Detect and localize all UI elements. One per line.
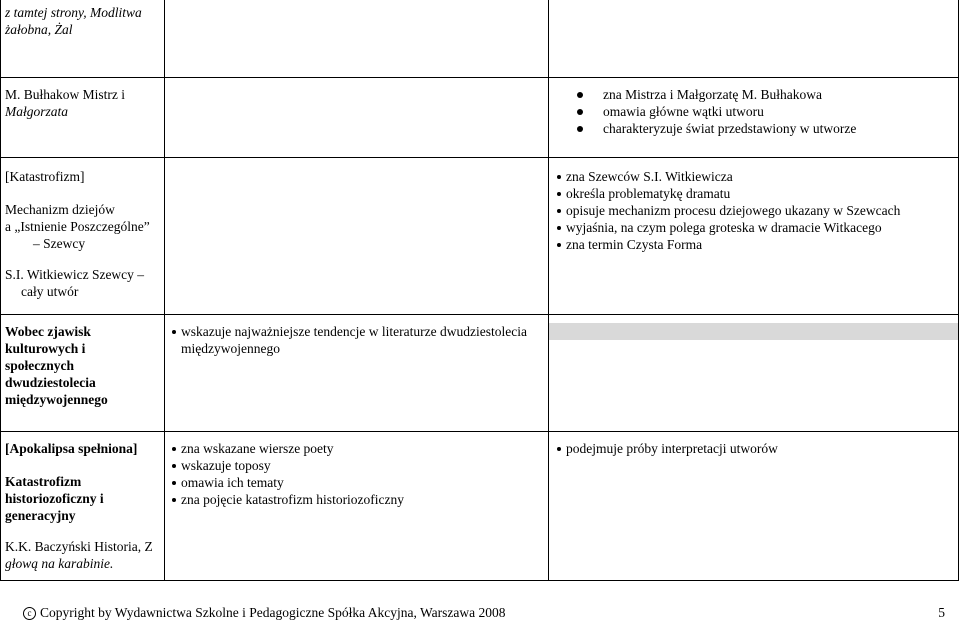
text-line: kulturowych i [5,341,86,356]
text-line: M. Bułhakow Mistrz i [5,87,125,102]
list-item: podejmuje próby interpretacji utworów [555,440,955,457]
list-item: określa problematykę dramatu [555,185,957,202]
list-item: omawia ich tematy [170,474,546,491]
row6-requirements-basic [170,440,546,508]
table-border-right [958,0,959,580]
list-item: wyjaśnia, na czym polega groteska w dramacie Witkacego [555,219,957,236]
table-divider-2 [548,0,549,580]
copyright-footer [23,604,506,621]
section-title: [Katastrofizm] [5,169,85,184]
list-item: opisuje mechanizm procesu dziejowego ukazany w Szewcach [555,202,957,219]
row3-topic [5,168,163,252]
page-number: 5 [938,605,945,620]
row3-requirements [555,168,957,253]
list-item: wskazuje toposy [170,457,546,474]
row5-topic [5,323,108,408]
section-title: [Apokalipsa spełniona] [5,441,138,456]
row-divider [0,431,959,432]
list-item: zna termin Czysta Forma [555,236,957,253]
list-item: charakteryzuje świat przedstawiony w utworze [555,120,955,137]
row-divider [0,157,959,158]
text-line: Małgorzata [5,104,69,119]
text-line: generacyjny [5,508,76,523]
row-divider [0,77,959,78]
text-line: międzywojennego [5,392,108,407]
row1-topic [5,4,142,38]
table-divider-1 [164,0,165,580]
table-border-left [0,0,1,580]
row2-topic [5,86,125,120]
text-line: S.I. Witkiewicz Szewcy – [5,267,145,282]
text-line: z tamtej strony, Modlitwa [5,5,142,20]
text-line: głową na karabinie. [5,556,114,571]
list-item: zna pojęcie katastrofizm historiozoficzny [170,491,546,508]
list-item: zna Mistrza i Małgorzatę M. Bułhakowa [555,86,955,103]
list-item: zna Szewców S.I. Witkiewicza [555,168,957,185]
list-item: omawia główne wątki utworu [555,103,955,120]
row5-requirements [170,323,546,357]
text-line: historiozoficzny i [5,491,104,506]
text-line: społecznych [5,358,74,373]
text-line: żałobna, Żal [5,22,73,37]
copyright-icon: c [23,607,36,620]
list-item: wskazuje najważniejsze tendencje w literaturze dwudziestolecia międzywojennego [170,323,546,357]
row4-topic [5,266,144,300]
row2-requirements [555,86,955,137]
row-divider [0,314,959,315]
text-line: Mechanizm dziejów [5,202,115,217]
list-item: zna wskazane wiersze poety [170,440,546,457]
text-line: cały utwór [21,284,79,299]
text-line: – Szewcy [33,236,86,251]
row7-topic [5,538,153,572]
shaded-cell [549,323,958,340]
table-border-bottom [0,580,959,581]
text-line: a „Istnienie Poszczególne” [5,219,150,234]
text-line: Wobec zjawisk [5,324,91,339]
copyright-text: Copyright by Wydawnictwa Szkolne i Pedagogiczne Spółka Akcyjna, Warszawa 2008 [40,605,506,620]
row6-requirements-extended [555,440,955,457]
text-line: K.K. Baczyński Historia, Z [5,539,153,554]
text-line: dwudziestolecia [5,375,96,390]
text-line: Katastrofizm [5,474,82,489]
row6-topic [5,440,163,524]
